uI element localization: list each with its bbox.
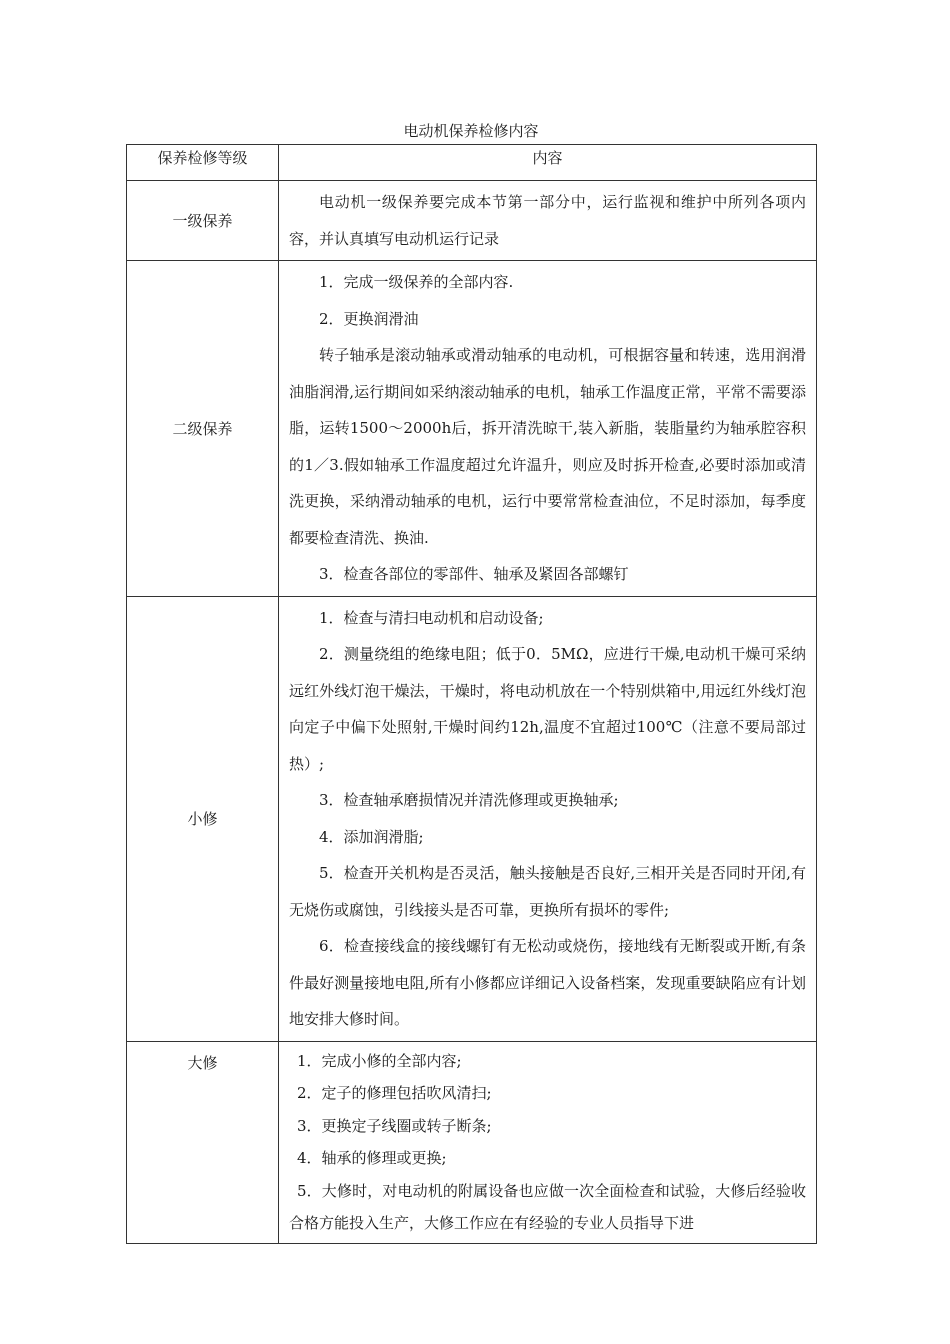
content-paragraph: 1．检查与清扫电动机和启动设备; [319,608,544,627]
table-header-row [127,145,817,181]
level-cell [127,596,279,1041]
content-paragraph: 2．定子的修理包括吹风清扫; [297,1084,492,1102]
level-label: 一级保养 [172,212,233,230]
content-paragraph: 电动机一级保养要完成本节第一部分中，运行监视和维护中所列各项内容，并认真填写电动机运行记录 [289,193,806,248]
content-paragraph: 5．检查开关机构是否灵活，触头接触是否良好,三相开关是否同时开闭,有无烧伤或腐蚀，引线接头是否可靠，更换所有损坏的零件; [289,864,806,919]
table-row [127,261,817,597]
level-cell [127,181,279,261]
content-paragraph: 4．添加润滑脂; [319,827,424,846]
content-paragraph: 1．完成小修的全部内容; [297,1051,462,1070]
content-paragraph: 2．更换润滑油 [319,309,419,328]
level-label: 小修 [187,810,218,828]
maintenance-table [126,144,817,1244]
content-paragraph: 3．检查各部位的零部件、轴承及紧固各部螺钉 [319,565,629,583]
level-cell [127,261,279,597]
table-row [127,181,817,261]
level-label: 大修 [187,1053,218,1072]
header-level: 保养检修等级 [127,145,279,181]
content-cell [279,1041,817,1243]
content-paragraph: 2．测量绕组的绝缘电阻；低于0．5MΩ，应进行干燥,电动机干燥可采纳远红外线灯泡干燥法，干燥时，将电动机放在一个特别烘箱中,用远红外线灯泡向定子中偏下处照射,干燥时间约12h,温度不宜超过100℃（注意不要局部过热）; [289,645,806,773]
table-row [127,1041,817,1243]
level-label: 二级保养 [172,419,233,438]
content-cell [279,596,817,1041]
level-cell [127,1041,279,1243]
header-content: 内容 [279,145,817,181]
content-cell [279,261,817,597]
content-paragraph: 3．检查轴承磨损情况并清洗修理或更换轴承; [319,791,619,809]
content-paragraph: 5．大修时，对电动机的附属设备也应做一次全面检查和试验，大修后经验收合格方能投入生产，大修工作应在有经验的专业人员指导下进 [289,1181,806,1232]
content-paragraph: 转子轴承是滚动轴承或滑动轴承的电动机，可根据容量和转速，选用润滑油脂润滑,运行期间如采纳滚动轴承的电机，轴承工作温度正常，平常不需要添脂，运转1500～2000h后，拆开清洗晾干,装入新脂，装脂量约为轴承腔容积的1／3.假如轴承工作温度超过允许温升，则应及时拆开检查,必要时添加或清洗更换，采纳滑动轴承的电机，运行中要常常检查油位，不足时添加，每季度都要检查清洗、换油. [289,346,806,547]
content-cell [279,181,817,261]
content-paragraph: 3．更换定子线圈或转子断条; [297,1116,492,1135]
content-paragraph: 1．完成一级保养的全部内容. [319,273,514,291]
content-paragraph: 6．检查接线盒的接线螺钉有无松动或烧伤，接地线有无断裂或开断,有条件最好测量接地电阻,所有小修都应详细记入设备档案，发现重要缺陷应有计划地安排大修时间。 [289,937,806,1028]
table-row [127,596,817,1041]
document-title: 电动机保养检修内容 [403,122,539,140]
content-paragraph: 4．轴承的修理或更换; [297,1149,447,1167]
